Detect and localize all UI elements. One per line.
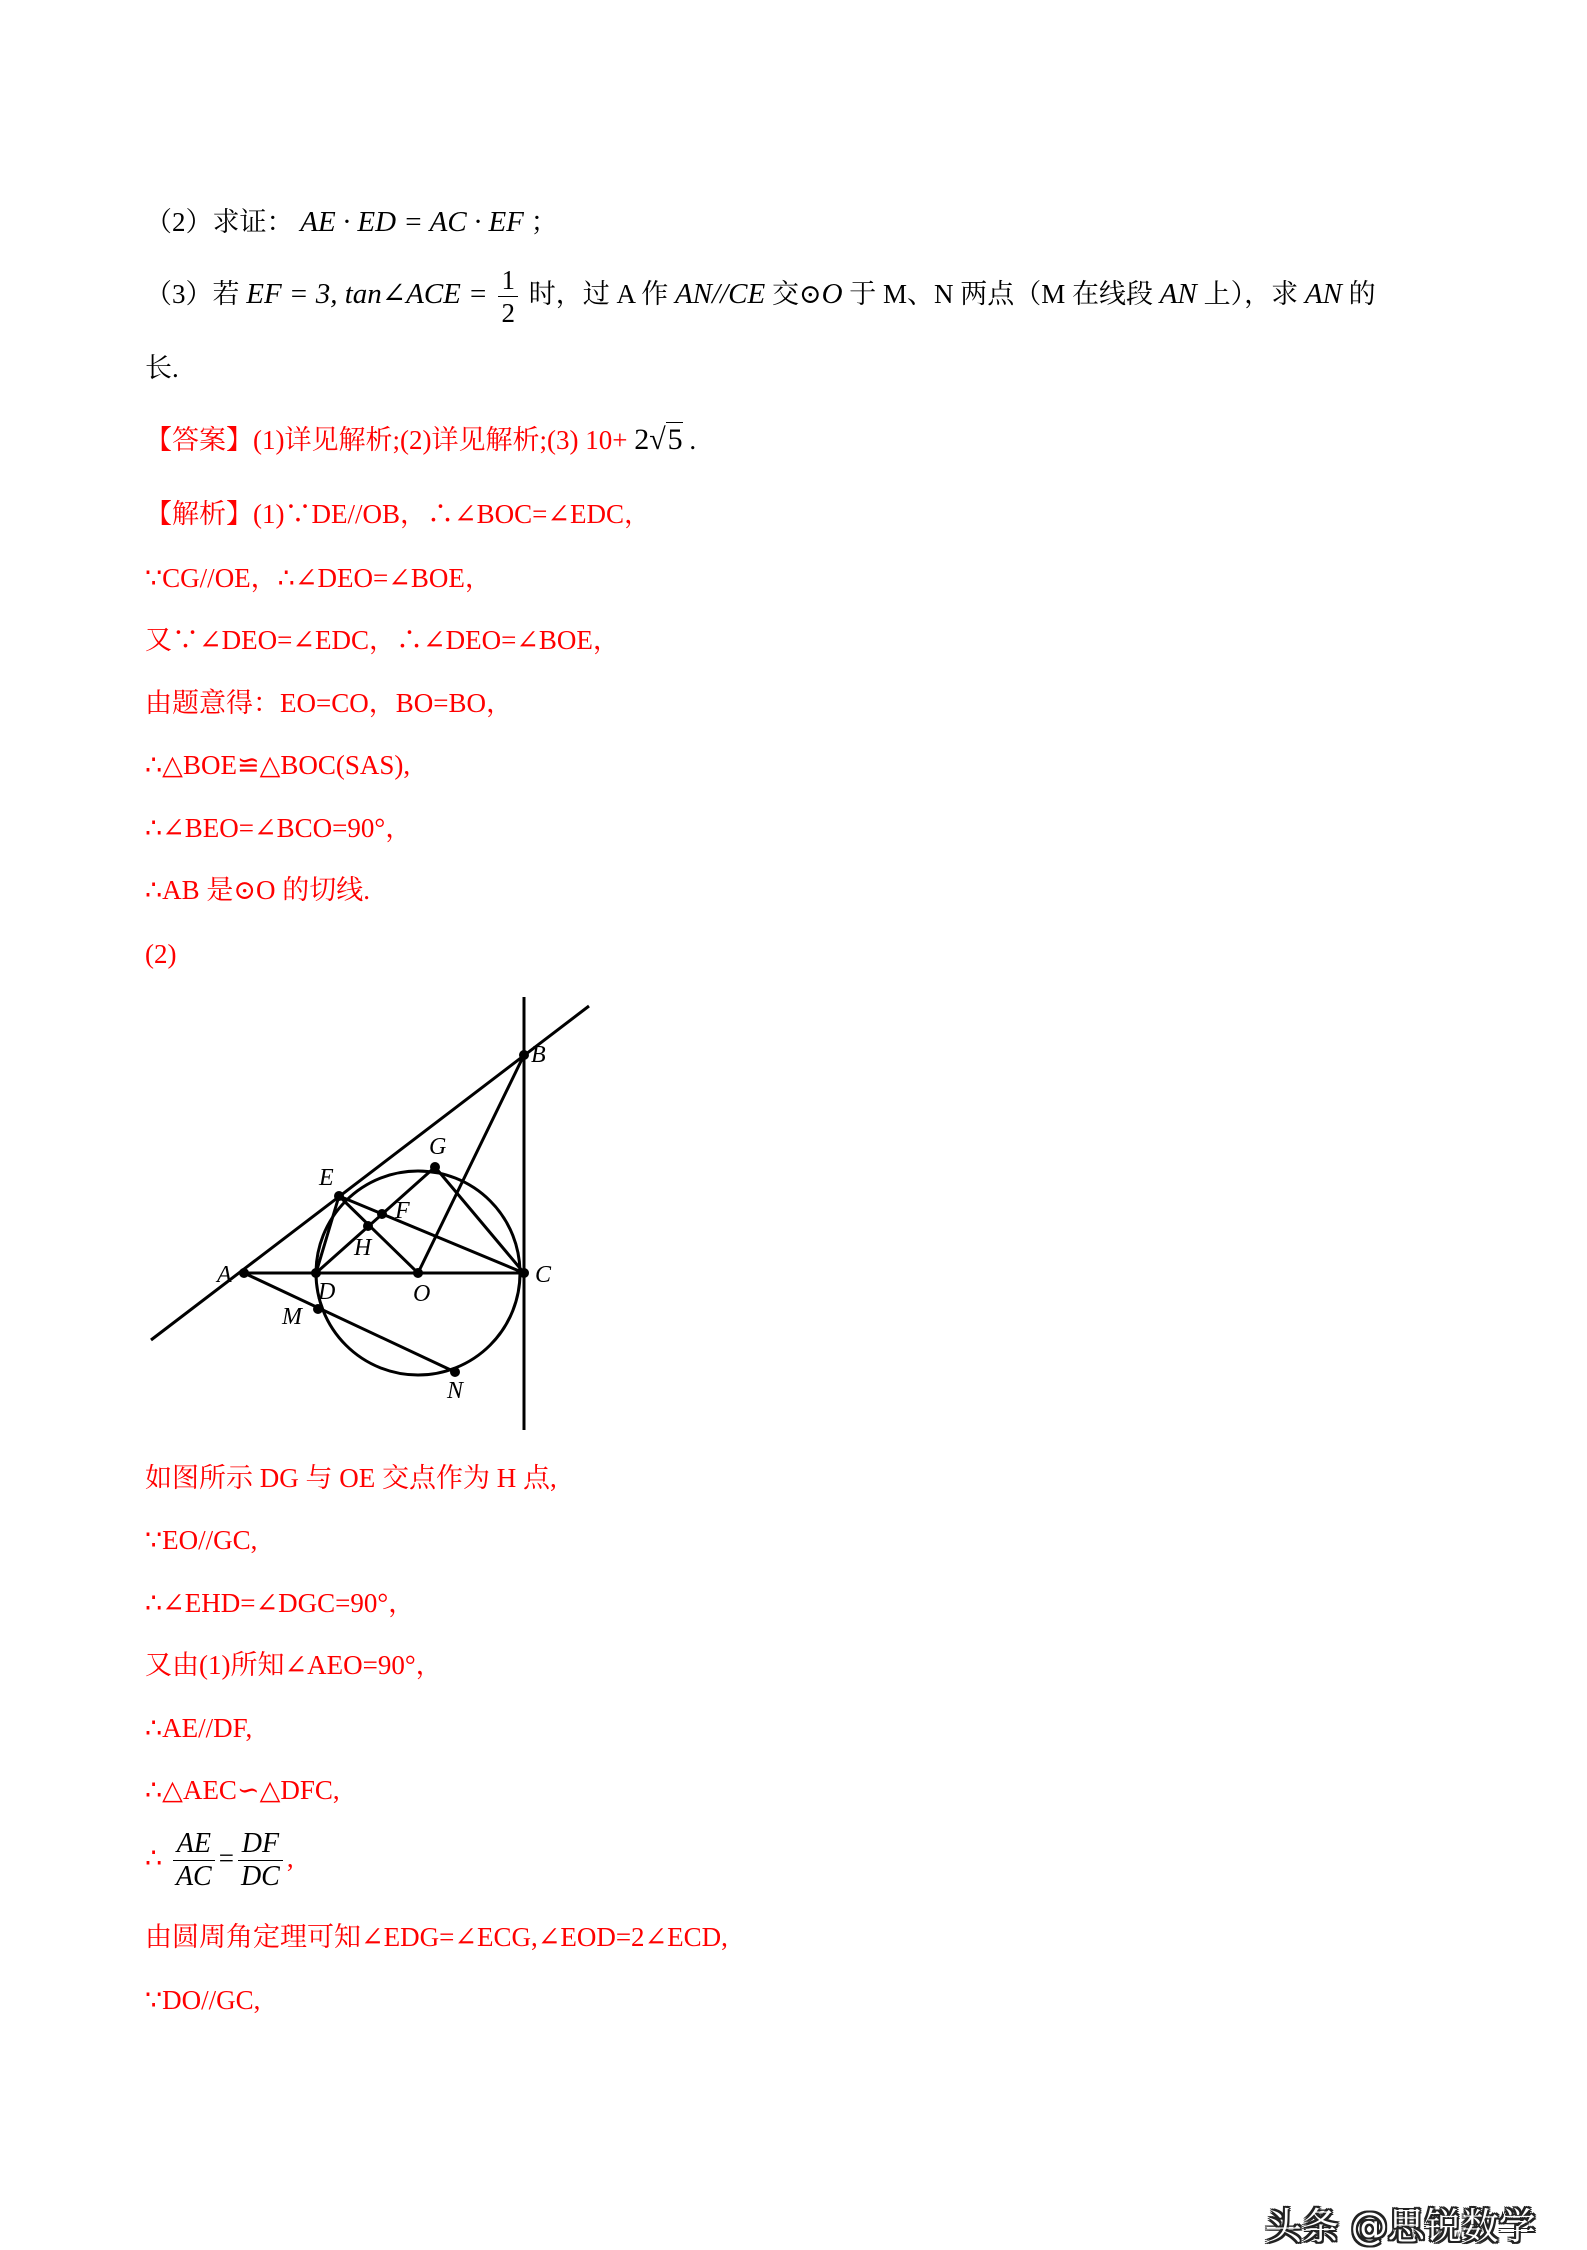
solution-line-2: ∵CG//OE，∴∠DEO=∠BOE， [145,563,492,593]
solution-line-4: 由题意得：EO=CO，BO=BO， [145,688,513,718]
point-e [334,1191,344,1201]
solution-p2-line-5: ∴AE//DF, [145,1713,253,1743]
solution-part2-label: (2) [145,939,177,969]
question-part3: （3）若 EF = 3, tan∠ACE = $\frac{1}{2}$ 时，过 A 作 AN//CE 交⊙O 于 M、N 两点（M 在线段 AN 上），求 AN 的 [145,265,1376,329]
answer-label: 【答案】 [145,425,253,455]
point-g [430,1162,440,1172]
point-d [311,1268,321,1278]
point-h [363,1221,373,1231]
solution-line-7: ∴AB 是⊙O 的切线. [145,875,371,905]
question-part2: （2）求证： AE · ED = AC · EF ； [145,206,558,238]
point-n [450,1367,460,1377]
solution-p2-line-7: 由圆周角定理可知∠EDG=∠ECG,∠EOD=2∠ECD, [145,1922,728,1952]
point-a [239,1268,249,1278]
solution-p2-line-3: ∴∠EHD=∠DGC=90°， [145,1588,416,1618]
label-f: F [395,1198,410,1224]
fraction-one-half: $\frac{1}{2}$ [498,264,518,329]
label-e: E [319,1165,334,1191]
question-part3-cont: 长. [145,353,179,383]
solution-line-1: 【解析】(1)∵DE//OB，∴∠BOC=∠EDC， [145,499,651,529]
solution-line-6: ∴∠BEO=∠BCO=90°， [145,813,413,843]
solution-p2-line-6: ∴△AEC∽△DFC, [145,1775,340,1805]
solution-label: 【解析】 [145,499,253,529]
point-c [519,1268,529,1278]
solution-p2-line-1: 如图所示 DG 与 OE 交点作为 H 点, [145,1463,557,1493]
point-m [313,1304,323,1314]
point-f [377,1209,387,1219]
answer-line: 【答案】(1)详见解析;(2)详见解析;(3) 10+ 2√5 . [145,420,696,460]
label-a: A [217,1262,232,1288]
answer-sqrt: 2√5 [634,423,683,456]
watermark: 头条 @思锐数学 [1265,2205,1536,2248]
label-c: C [535,1262,552,1288]
solution-p2-line-8: ∵DO//GC, [145,1985,261,2015]
solution-line-5: ∴△BOE≌△BOC(SAS), [145,750,411,780]
geometry-figure [145,992,605,1432]
segment-dg [316,1167,435,1273]
label-m: M [282,1304,302,1330]
fraction-df-dc: $\frac{DF}{DC}$ [238,1828,283,1893]
point-o [413,1268,423,1278]
segment-gc [435,1167,524,1273]
label-o: O [413,1281,431,1307]
solution-line-3: 又∵∠DEO=∠EDC，∴∠DEO=∠BOE， [145,625,620,655]
label-n: N [447,1378,464,1404]
fraction-ae-ac: $\frac{AE}{AC}$ [173,1828,215,1893]
label-h: H [354,1235,372,1261]
ratio-equation: ∴ $\frac{AE}{AC}$ = $\frac{DF}{DC}$ , [145,1828,294,1893]
label-b: B [531,1042,546,1068]
label-g: G [429,1134,447,1160]
point-b [519,1050,529,1060]
solution-p2-line-2: ∵EO//GC, [145,1525,258,1555]
solution-p2-line-4: 又由(1)所知∠AEO=90°， [145,1650,443,1680]
label-d: D [318,1279,336,1305]
